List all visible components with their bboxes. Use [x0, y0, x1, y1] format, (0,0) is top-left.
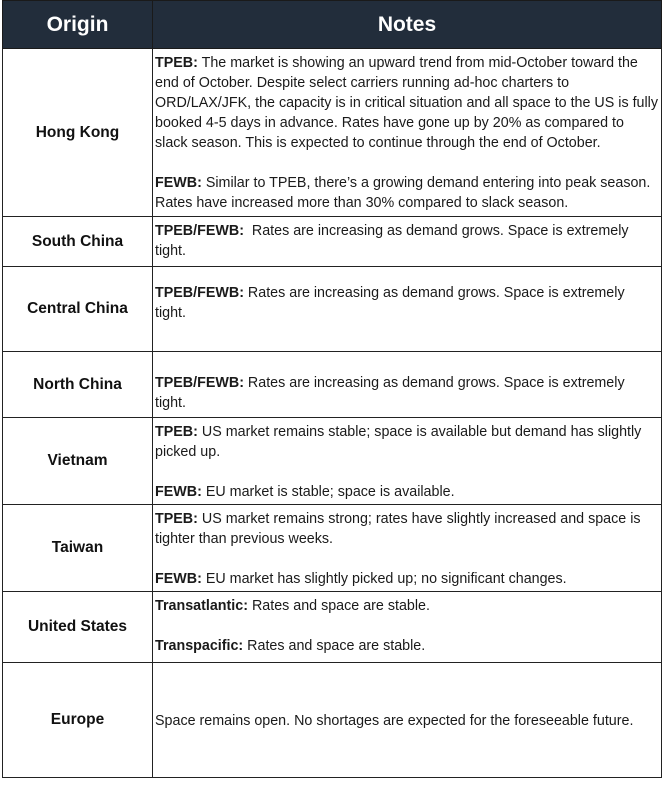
table-header-row — [3, 1, 662, 49]
note-paragraph — [155, 569, 659, 589]
table-row — [3, 352, 662, 418]
note-paragraph — [155, 509, 659, 549]
note-label: TPEB: — [155, 55, 198, 71]
notes-cell — [153, 505, 662, 592]
note-paragraph — [155, 636, 659, 656]
note-label: TPEB: — [155, 424, 198, 440]
note-paragraph — [155, 173, 659, 213]
note-label: FEWB: — [155, 571, 202, 587]
note-label: TPEB: — [155, 511, 198, 527]
note-label: TPEB/FEWB: — [155, 375, 244, 391]
table-row — [3, 663, 662, 778]
note-paragraph — [155, 53, 659, 153]
origin-cell: Hong Kong — [3, 49, 153, 217]
notes-cell — [153, 663, 662, 778]
table-row — [3, 592, 662, 663]
origin-cell: Central China — [3, 267, 153, 352]
table-row — [3, 418, 662, 505]
note-text: Rates and space are stable. — [243, 638, 426, 654]
table-row — [3, 49, 662, 217]
note-paragraph — [155, 221, 659, 261]
note-text: Rates are increasing as demand grows. Space is extremely tight. — [155, 223, 633, 259]
note-label: Transatlantic: — [155, 598, 248, 614]
note-paragraph — [155, 711, 659, 731]
note-text: The market is showing an upward trend from mid-October toward the end of October. Despite select carriers running ad-hoc charters to ORD/LAX/JFK, the capacity is in critical situation and all space to the US is fully booked 4-5 days in advance. Rates have gone up by 20% as compared to slack season. This is expected to continue through the end of October. — [155, 55, 658, 151]
origin-cell: Europe — [3, 663, 153, 778]
note-label: FEWB: — [155, 484, 202, 500]
note-text: US market remains strong; rates have slightly increased and space is tighter than previous weeks. — [155, 511, 641, 547]
notes-cell — [153, 267, 662, 352]
column-header-notes: Notes — [153, 1, 662, 49]
column-header-origin: Origin — [3, 1, 153, 49]
note-paragraph — [155, 596, 659, 616]
note-text: Rates and space are stable. — [247, 598, 430, 614]
notes-cell — [153, 592, 662, 663]
origin-cell: South China — [3, 217, 153, 267]
note-label: Transpacific: — [155, 638, 244, 654]
note-paragraph — [155, 283, 659, 323]
notes-cell — [153, 49, 662, 217]
note-text: EU market has slightly picked up; no significant changes. — [201, 571, 567, 587]
note-label: FEWB: — [155, 175, 202, 191]
origin-cell: Taiwan — [3, 505, 153, 592]
notes-cell — [153, 352, 662, 418]
freight-notes-table — [2, 0, 662, 778]
note-text: Similar to TPEB, there’s a growing demand entering into peak season. Rates have increased more than 30% compared to slack season. — [155, 175, 651, 211]
origin-cell: Vietnam — [3, 418, 153, 505]
table-row — [3, 217, 662, 267]
note-paragraph — [155, 482, 659, 502]
note-text: Rates are increasing as demand grows. Space is extremely tight. — [155, 285, 625, 321]
origin-cell: North China — [3, 352, 153, 418]
note-paragraph — [155, 373, 659, 413]
notes-cell — [153, 418, 662, 505]
note-text: EU market is stable; space is available. — [201, 484, 455, 500]
note-text: Space remains open. No shortages are expected for the foreseeable future. — [155, 713, 634, 729]
table-row — [3, 267, 662, 352]
note-paragraph — [155, 422, 659, 462]
origin-cell: United States — [3, 592, 153, 663]
notes-cell — [153, 217, 662, 267]
table-row — [3, 505, 662, 592]
note-text: US market remains stable; space is available but demand has slightly picked up. — [155, 424, 642, 460]
note-text: Rates are increasing as demand grows. Space is extremely tight. — [155, 375, 625, 411]
note-label: TPEB/FEWB: — [155, 223, 244, 239]
note-label: TPEB/FEWB: — [155, 285, 244, 301]
